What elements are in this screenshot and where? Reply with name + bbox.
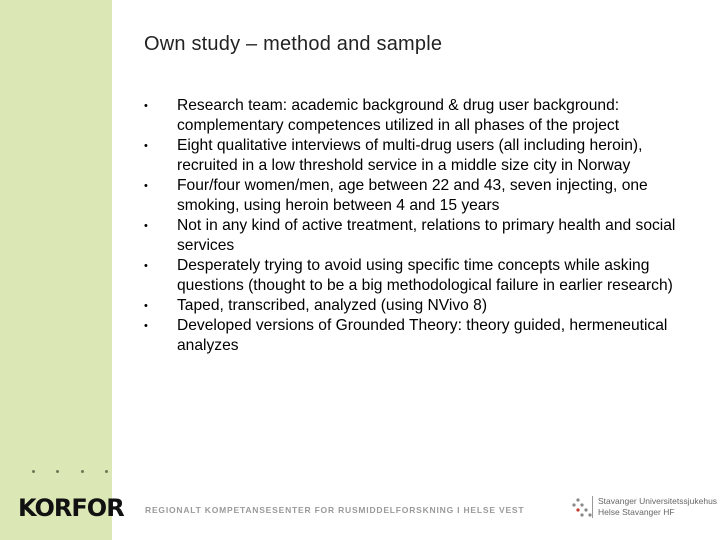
footer-center-text: REGIONALT KOMPETANSESENTER FOR RUSMIDDELFORSKNING I HELSE VEST (145, 505, 525, 515)
hospital-dots-logo-icon (570, 496, 598, 520)
bullet-marker: • (144, 300, 148, 312)
bullet-text: Taped, transcribed, analyzed (using NVivo 8) (177, 297, 488, 314)
bullet-item (144, 216, 684, 256)
bullet-item (144, 96, 684, 136)
bullet-marker: • (144, 140, 148, 152)
bullet-text: Not in any kind of active treatment, relations to primary health and social services (177, 217, 676, 254)
left-sidebar-band (0, 0, 112, 540)
bullet-item (144, 136, 684, 176)
decorative-dots (32, 470, 132, 480)
bullet-list (144, 96, 684, 356)
bullet-marker: • (144, 180, 148, 192)
slide-title: Own study – method and sample (144, 33, 443, 55)
bullet-text: Eight qualitative interviews of multi-drug users (all including heroin), recruited in a low threshold service in a middle size city in Norway (177, 137, 643, 174)
bullet-marker: • (144, 260, 148, 272)
bullet-item (144, 296, 684, 316)
hospital-line-1: Stavanger Universitetssjukehus (598, 496, 718, 506)
footer-separator (592, 496, 593, 518)
bullet-marker: • (144, 220, 148, 232)
bullet-item (144, 256, 684, 296)
bullet-marker: • (144, 320, 148, 332)
hospital-name (598, 496, 717, 518)
bullet-text: Research team: academic background & drug user background: complementary competences utilized in all phases of the project (177, 97, 620, 134)
bullet-text: Four/four women/men, age between 22 and 43, seven injecting, one smoking, using heroin between 4 and 15 years (177, 177, 648, 214)
bullet-marker: • (144, 100, 148, 112)
hospital-line-2: Helse Stavanger HF (598, 507, 675, 517)
bullet-text: Developed versions of Grounded Theory: theory guided, hermeneutical analyzes (177, 317, 668, 354)
bullet-item (144, 176, 684, 216)
korfor-logo: KORFOR (18, 494, 124, 522)
bullet-item (144, 316, 684, 356)
bullet-text: Desperately trying to avoid using specific time concepts while asking questions (thought to be a big methodological failure in earlier research) (177, 257, 673, 294)
